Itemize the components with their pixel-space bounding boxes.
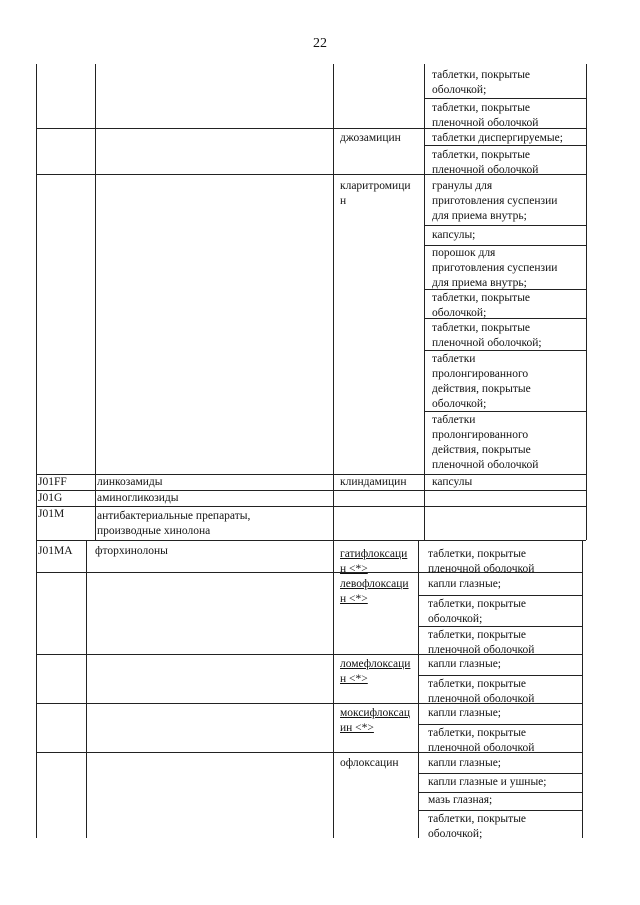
table-rule bbox=[36, 540, 37, 838]
dosage-form: пленочной оболочкой bbox=[428, 742, 535, 754]
dosage-form: приготовления суспензии bbox=[432, 195, 558, 207]
dosage-form: мазь глазная; bbox=[428, 794, 493, 806]
table-rule bbox=[418, 724, 582, 725]
table-rule bbox=[418, 773, 582, 774]
table-rule bbox=[36, 540, 586, 541]
drug-name: клиндамицин bbox=[340, 476, 407, 488]
dosage-form: таблетки, покрытые bbox=[428, 629, 527, 641]
dosage-form: пленочной оболочкой bbox=[428, 644, 535, 656]
dosage-form: таблетки, покрытые bbox=[432, 69, 531, 81]
table-rule bbox=[418, 540, 419, 838]
drug-name: джозамицин bbox=[340, 132, 401, 144]
dosage-form: гранулы для bbox=[432, 180, 493, 192]
atc-code: J01G bbox=[38, 492, 63, 504]
atc-group-name: производные хинолона bbox=[97, 525, 211, 537]
drug-name: моксифлоксац bbox=[340, 707, 411, 719]
dosage-form: таблетки, покрытые bbox=[432, 322, 531, 334]
dosage-form: капсулы bbox=[432, 476, 473, 488]
table-rule bbox=[424, 64, 425, 540]
table-rule bbox=[424, 98, 586, 99]
dosage-form: оболочкой; bbox=[428, 613, 483, 625]
dosage-form: для приема внутрь; bbox=[432, 210, 527, 222]
dosage-form: капли глазные; bbox=[428, 578, 501, 590]
table-rule bbox=[418, 595, 582, 596]
dosage-form: таблетки, покрытые bbox=[428, 813, 527, 825]
dosage-form: таблетки, покрытые bbox=[432, 102, 531, 114]
drug-name: офлоксацин bbox=[340, 757, 399, 769]
dosage-form: пленочной оболочкой bbox=[432, 164, 539, 176]
drug-name: н <*> bbox=[340, 673, 368, 685]
dosage-form: таблетки диспергируемые; bbox=[432, 132, 563, 144]
table-rule bbox=[333, 64, 334, 540]
dosage-form: таблетки bbox=[432, 353, 476, 365]
drug-name: н bbox=[340, 195, 347, 207]
table-rule bbox=[586, 64, 587, 474]
atc-group-name: антибактериальные препараты, bbox=[97, 510, 251, 522]
drug-name: левофлоксаци bbox=[340, 578, 409, 590]
dosage-form: пленочной оболочкой bbox=[428, 563, 535, 575]
table-rule bbox=[36, 506, 586, 507]
drug-name: ломефлоксаци bbox=[340, 658, 411, 670]
dosage-form: для приема внутрь; bbox=[432, 277, 527, 289]
dosage-form: таблетки bbox=[432, 414, 476, 426]
table-rule bbox=[95, 64, 96, 540]
dosage-form: оболочкой; bbox=[432, 84, 487, 96]
atc-group-name: линкозамиды bbox=[97, 476, 163, 488]
dosage-form: таблетки, покрытые bbox=[428, 678, 527, 690]
dosage-form: капли глазные и ушные; bbox=[428, 776, 547, 788]
atc-group-name: аминогликозиды bbox=[97, 492, 179, 504]
dosage-form: оболочкой; bbox=[432, 398, 487, 410]
dosage-form: пленочной оболочкой; bbox=[432, 337, 542, 349]
dosage-form: таблетки, покрытые bbox=[432, 149, 531, 161]
atc-code: J01M bbox=[38, 508, 65, 520]
dosage-form: пролонгированного bbox=[432, 429, 529, 441]
table-rule bbox=[333, 540, 334, 838]
dosage-form: таблетки, покрытые bbox=[428, 727, 527, 739]
table-rule bbox=[418, 810, 582, 811]
page-number: 22 bbox=[313, 36, 327, 51]
atc-group-name: фторхинолоны bbox=[95, 545, 168, 557]
dosage-form: таблетки, покрытые bbox=[428, 598, 527, 610]
dosage-form: таблетки, покрытые bbox=[428, 548, 527, 560]
table-rule bbox=[586, 474, 587, 540]
drug-name: кларитромици bbox=[340, 180, 411, 192]
dosage-form: пленочной оболочкой bbox=[432, 459, 539, 471]
dosage-form: пленочной оболочкой bbox=[428, 693, 535, 705]
table-rule bbox=[86, 540, 87, 838]
drug-name: н <*> bbox=[340, 593, 368, 605]
table-rule bbox=[424, 225, 586, 226]
atc-code: J01MA bbox=[38, 545, 73, 557]
dosage-form: порошок для bbox=[432, 247, 496, 259]
dosage-form: капли глазные; bbox=[428, 658, 501, 670]
dosage-form: оболочкой; bbox=[432, 307, 487, 319]
dosage-form: действия, покрытые bbox=[432, 444, 531, 456]
atc-code: J01FF bbox=[38, 476, 67, 488]
dosage-form: капли глазные; bbox=[428, 757, 501, 769]
dosage-form: оболочкой; bbox=[428, 828, 483, 840]
drug-name: ин <*> bbox=[340, 722, 374, 734]
dosage-form: капсулы; bbox=[432, 229, 476, 241]
dosage-form: приготовления суспензии bbox=[432, 262, 558, 274]
dosage-form: капли глазные; bbox=[428, 707, 501, 719]
dosage-form: действия, покрытые bbox=[432, 383, 531, 395]
dosage-form: пленочной оболочкой bbox=[432, 117, 539, 129]
drug-name: гатифлоксаци bbox=[340, 548, 408, 560]
table-rule bbox=[582, 540, 583, 838]
dosage-form: таблетки, покрытые bbox=[432, 292, 531, 304]
table-rule bbox=[418, 675, 582, 676]
dosage-form: пролонгированного bbox=[432, 368, 529, 380]
table-rule bbox=[36, 64, 37, 540]
drug-name: н <*> bbox=[340, 563, 368, 575]
